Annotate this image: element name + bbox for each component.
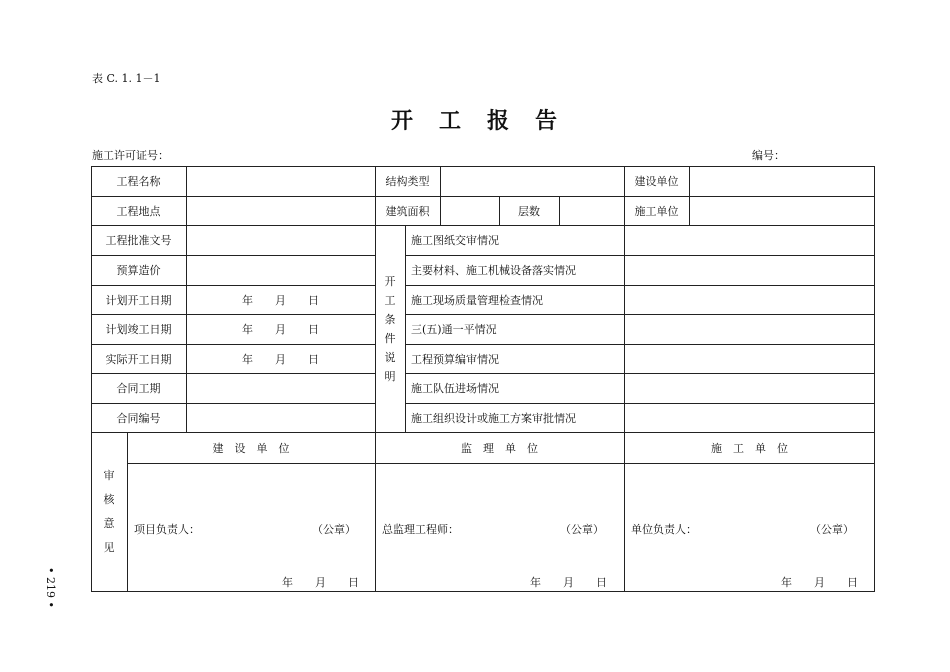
actual-start-label: 实际开工日期 xyxy=(105,352,172,366)
actual-start-date: 年 月 日 xyxy=(242,352,319,366)
construction-unit-label: 施工单位 xyxy=(634,204,679,218)
builder-seal: （公章） xyxy=(312,523,356,536)
contractor-seal: （公章） xyxy=(810,523,854,536)
condition-utilities: 三(五)通一平情况 xyxy=(411,323,497,336)
condition-budget: 工程预算编审情况 xyxy=(411,352,499,366)
planned-start-date: 年 月 日 xyxy=(242,293,319,307)
contractor-date: 年 月 日 xyxy=(781,576,858,589)
planned-start-label: 计划开工日期 xyxy=(105,293,172,307)
supervisor-date: 年 月 日 xyxy=(530,576,607,589)
supervisor-header: 监 理 单 位 xyxy=(461,441,538,455)
structure-type-label: 结构类型 xyxy=(385,175,430,188)
permit-label: 施工许可证号： xyxy=(92,149,169,162)
project-site-label: 工程地点 xyxy=(116,204,161,218)
number-label: 编号： xyxy=(752,149,785,162)
contractor-signer: 单位负责人： xyxy=(631,523,697,536)
builder-date: 年 月 日 xyxy=(282,576,359,589)
floors-label: 层数 xyxy=(518,204,540,218)
page-title: 开 工 报 告 xyxy=(390,108,559,134)
project-name-label: 工程名称 xyxy=(116,175,161,188)
supervisor-signer: 总监理工程师： xyxy=(382,523,459,536)
supervisor-seal: （公章） xyxy=(560,523,604,536)
contractor-header: 施 工 单 位 xyxy=(711,441,788,455)
conditions-label: 开 工 条 件 说 明 xyxy=(384,274,396,383)
contract-number-label: 合同编号 xyxy=(116,411,161,425)
condition-materials: 主要材料、施工机械设备落实情况 xyxy=(411,264,576,277)
builder-signer: 项目负责人： xyxy=(134,523,200,536)
condition-team: 施工队伍进场情况 xyxy=(411,382,499,395)
condition-plan: 施工组织设计或施工方案审批情况 xyxy=(411,411,576,425)
planned-finish-label: 计划竣工日期 xyxy=(105,323,172,336)
condition-drawings: 施工图纸交审情况 xyxy=(411,234,499,247)
builder-header: 建 设 单 位 xyxy=(212,441,290,455)
builder-unit-label: 建设单位 xyxy=(634,175,679,188)
form-code: 表 C. 1. 1－1 xyxy=(92,72,161,85)
approval-number-label: 工程批准文号 xyxy=(105,234,172,247)
budget-cost-label: 预算造价 xyxy=(116,264,161,277)
building-area-label: 建筑面积 xyxy=(385,204,430,218)
condition-quality: 施工现场质量管理检查情况 xyxy=(411,293,543,307)
page-number: • 219 • xyxy=(44,567,57,608)
review-label: 审 核 意 见 xyxy=(103,469,115,554)
contract-period-label: 合同工期 xyxy=(116,382,161,395)
planned-finish-date: 年 月 日 xyxy=(242,323,319,336)
